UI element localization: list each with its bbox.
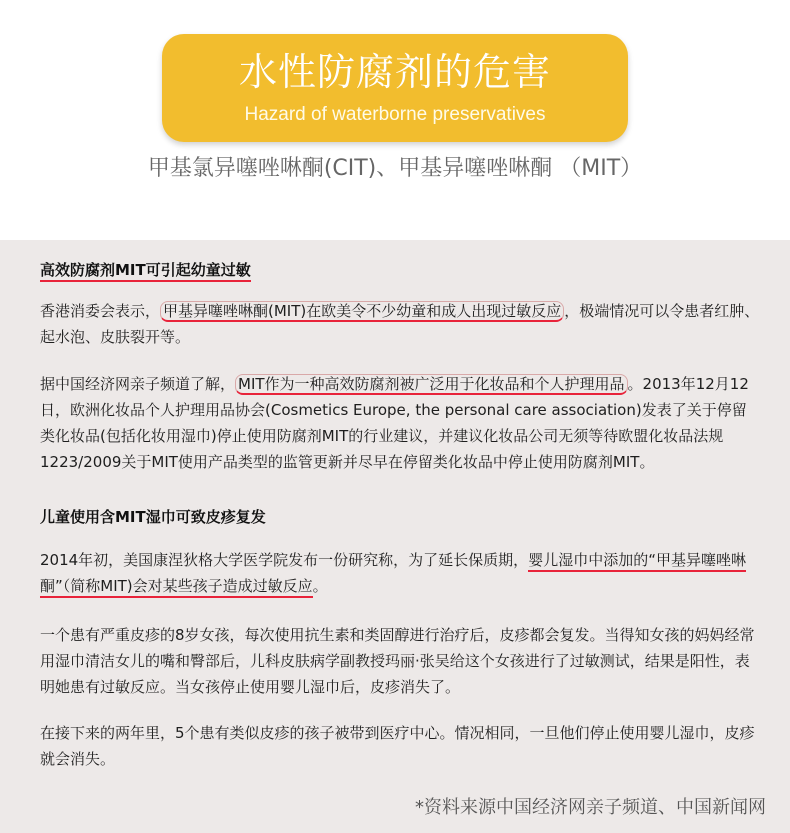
- section2-para3: 在接下来的两年里，5个患有类似皮疹的孩子被带到医疗中心。情况相同，一旦他们停止使用婴儿湿巾，皮疹就会消失。: [40, 724, 755, 768]
- section1-heading: [40, 257, 251, 283]
- s2p1-highlight: 婴儿湿巾中添加的“甲基异噻唑啉酮”（简称MIT)会对某些孩子造成过敏反应: [40, 551, 746, 598]
- banner-subtitle: Hazard of waterborne preservatives: [244, 104, 546, 125]
- s1p1-pre: 香港消委会表示，: [40, 302, 161, 320]
- section2-para2: 一个患有严重皮疹的8岁女孩，每次使用抗生素和类固醇进行治疗后，皮疹都会复发。当得知女孩的妈妈经常用湿巾清洁女儿的嘴和臀部后，儿科皮肤病学副教授玛丽·张吴给这个女孩进行了过敏测试，结果是阳性，表明她患有过敏反应。当女孩停止使用婴儿湿巾后，皮疹消失了。: [40, 626, 755, 696]
- banner-title: 水性防腐剂的危害: [238, 50, 551, 94]
- section2-para1: [40, 547, 760, 599]
- s1p1-highlight: 甲基异噻唑啉酮(MIT)在欧美令不少幼童和成人出现过敏反应: [160, 301, 564, 322]
- section1-heading-text: 高效防腐剂MIT可引起幼童过敏: [40, 261, 251, 282]
- title-banner: [162, 34, 628, 142]
- section2-heading: 儿童使用含MIT湿巾可致皮疹复发: [40, 508, 266, 526]
- s1p2-pre: 据中国经济网亲子频道了解，: [40, 375, 236, 393]
- chemical-names: 甲基氯异噻唑啉酮(CIT)、甲基异噻唑啉酮 （MIT）: [147, 156, 643, 181]
- source-note: *资料来源中国经济网亲子频道、中国新闻网: [415, 797, 766, 818]
- s1p2-highlight: MIT作为一种高效防腐剂被广泛用于化妆品和个人护理用品: [235, 374, 628, 395]
- s2p1-post: 。: [312, 577, 328, 595]
- section1-para2: [40, 371, 760, 475]
- s1p1-post: ，极端情况可以令患者红肿、起水泡、皮肤裂开等。: [40, 302, 760, 346]
- s2p1-pre: 2014年初，美国康涅狄格大学医学院发布一份研究称，为了延长保质期，: [40, 551, 529, 569]
- s1p2-post: 。2013年12月12日，欧洲化妆品个人护理用品协会(Cosmetics Europe, the personal care association)发表了关于停留类化妆品(包括化妆用湿巾)停止使用防腐剂MIT的行业建议，并建议化妆品公司无须等待欧盟化妆品法规1223/2009关于MIT使用产品类型的监管更新并尽早在停留类化妆品中停止使用防腐剂MIT。: [40, 375, 749, 471]
- section1-para1: [40, 298, 760, 350]
